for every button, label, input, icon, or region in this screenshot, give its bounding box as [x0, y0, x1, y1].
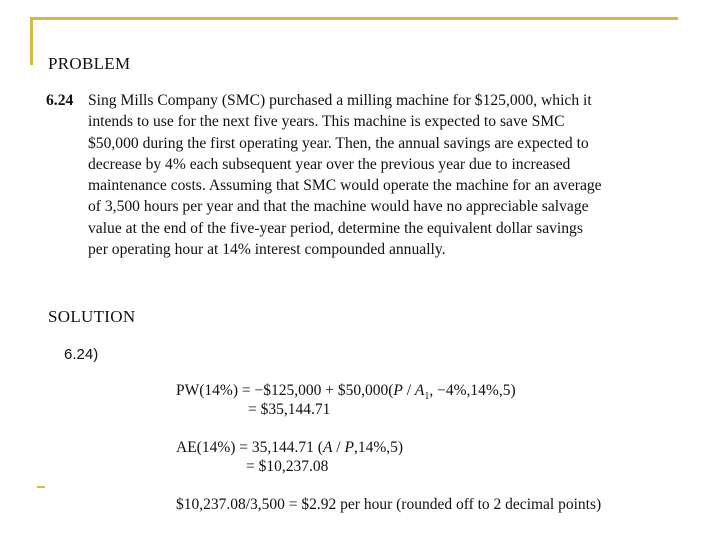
problem-line: per operating hour at 14% interest compounded annually. [88, 241, 446, 259]
problem-number: 6.24 [46, 92, 74, 109]
problem-line: value at the end of the five-year period, determine the equivalent dollar savings [88, 219, 583, 237]
solution-number: 6.24) [64, 346, 99, 363]
problem-line: 6.24 Sing Mills Company (SMC) purchased a milling machine for $125,000, which it [46, 90, 682, 111]
pw-equation: PW(14%) = −$125,000 + $50,000(P / $A_1$, −4%,14%,5) [176, 382, 516, 403]
problem-line: of 3,500 hours per year and that the machine would have no appreciable salvage [88, 198, 589, 216]
problem-line: $50,000 during the first operating year. Then, the annual savings are expected to [88, 134, 589, 152]
final-answer: $10,237.08/3,500 = $2.92 per hour (rounded off to 2 decimal points) [176, 496, 602, 513]
ae-result: = $10,237.08 [246, 458, 329, 475]
frame-top-border [30, 17, 678, 20]
solution-heading: SOLUTION [48, 307, 136, 326]
problem-line: decrease by 4% each subsequent year over the previous year due to increased [88, 155, 571, 173]
problem-heading: PROBLEM [48, 54, 131, 73]
pw-result: = $35,144.71 [248, 401, 331, 418]
frame-left-border [30, 17, 33, 65]
problem-line: intends to use for the next five years. This machine is expected to save SMC [88, 113, 565, 131]
problem-line: maintenance costs. Assuming that SMC would operate the machine for an average [88, 177, 602, 195]
problem-statement [46, 90, 682, 260]
ae-equation: AE(14%) = 35,144.71 (A / P,14%,5) [176, 439, 404, 456]
frame-tick-mark [37, 486, 45, 488]
